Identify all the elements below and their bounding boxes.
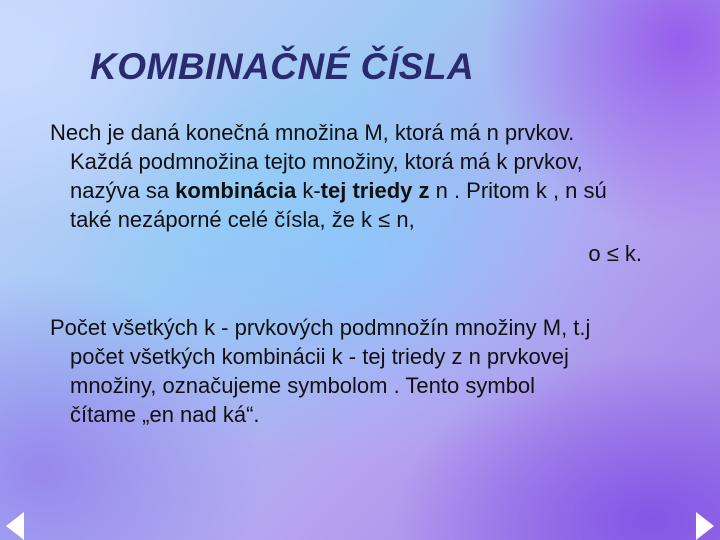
paragraph-line: také nezáporné celé čísla, že k ≤ n, — [70, 207, 415, 232]
paragraph-line: Každá podmnožina tejto množiny, ktorá má k prvkov, — [70, 149, 583, 174]
paragraph-line: Nech je daná konečná množina M, ktorá má n prvkov. — [50, 120, 575, 145]
paragraph-line: Počet všetkých k - prvkových podmnožín množiny M, t.j — [50, 315, 591, 340]
next-slide-arrow-icon[interactable] — [696, 512, 714, 540]
text-run: nazýva sa — [70, 178, 176, 203]
previous-slide-arrow-icon[interactable] — [6, 512, 24, 540]
paragraph-line — [50, 176, 690, 205]
count-paragraph — [50, 313, 690, 429]
slide-title: KOMBINAČNÉ ČÍSLA — [90, 46, 475, 87]
definition-paragraph — [50, 118, 690, 268]
text-run: n . Pritom k , n sú — [429, 178, 607, 203]
text-run: k- — [296, 178, 321, 203]
condition-line: o ≤ k. — [588, 241, 642, 266]
paragraph-line: počet všetkých kombinácii k - tej triedy z n prvkovej — [70, 344, 569, 369]
paragraph-line: čítame „en nad ká“. — [70, 402, 260, 427]
bold-term-kombinacia: kombinácia — [175, 178, 297, 203]
paragraph-line: množiny, označujeme symbolom . Tento symbol — [70, 373, 536, 398]
bold-term-triedy: tej triedy z — [320, 178, 430, 203]
